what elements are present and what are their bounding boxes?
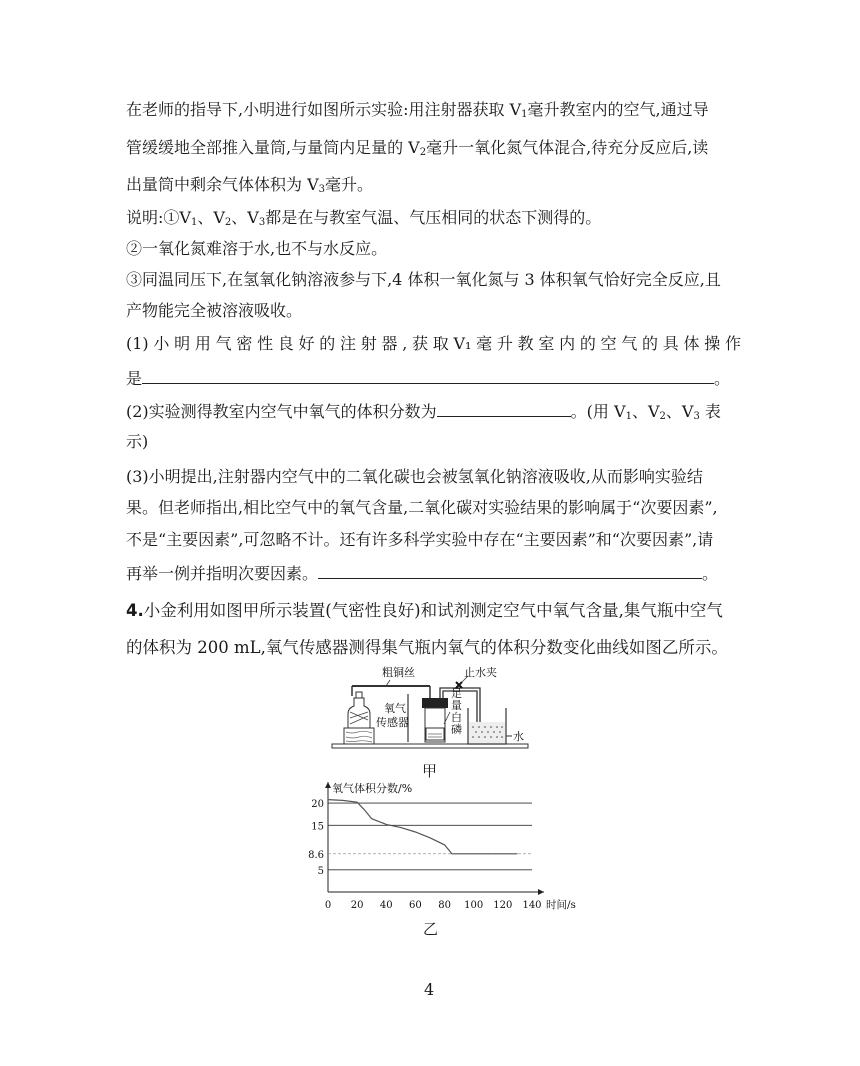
y-axis-label: 氧气体积分数/%: [332, 782, 413, 795]
question1-answer-blank[interactable]: [142, 367, 714, 384]
oxygen-curve: [328, 800, 517, 854]
x-tick-label: 60: [409, 900, 422, 911]
question1-char: 内: [559, 334, 576, 353]
question1-char: 空: [600, 334, 617, 353]
problem3-intro-line1: 在老师的指导下,小明进行如图所示实验:用注射器获取 $V_1$毫升教室内的空气,通过导: [126, 100, 709, 120]
x-tick-label: 140: [522, 900, 542, 911]
oxygen-fraction-chart: [296, 780, 576, 915]
x-tick-label: 80: [438, 900, 451, 911]
question1-char: 气: [215, 334, 232, 353]
label-phosphorus-4: 磷: [451, 723, 462, 736]
question1-char: V₁: [453, 334, 472, 353]
question3-line2: 果。但老师指出,相比空气中的氧气含量,二氧化碳对实验结果的影响属于“次要因素”,: [126, 498, 718, 517]
question1-char: 教: [517, 334, 534, 353]
question2-line2: 示): [126, 432, 149, 451]
question1-char: 的: [319, 334, 336, 353]
problem3-intro-line3: 出量筒中剩余气体体积为 $V_3$毫升。: [126, 175, 374, 195]
apparatus-figure: [330, 664, 530, 758]
problem3-note1: 说明$:①V_1$、$V_2$、$V_3$都是在与教室气温、气压相同的状态下测得的。: [126, 208, 602, 228]
question3-answer-blank[interactable]: [318, 562, 702, 579]
y-tick-label: 15: [311, 821, 324, 833]
problem3-note2: ②一氧化氮难溶于水,也不与水反应。: [126, 239, 388, 258]
question1-char: 的: [579, 334, 596, 353]
question1-char: 获: [412, 334, 429, 353]
question1-char: 升: [496, 334, 513, 353]
figure-jia-caption: 甲: [422, 762, 438, 780]
question1-char: 的: [642, 334, 659, 353]
label-copper-wire: 粗铜丝: [382, 666, 415, 679]
question1-char: 室: [538, 334, 555, 353]
y-tick-label: 8.6: [308, 849, 324, 861]
problem4-line2: 的体积为 200 mL,氧气传感器测得集气瓶内氧气的体积分数变化曲线如图乙所示。: [126, 638, 728, 657]
label-phosphorus-2: 量: [451, 699, 462, 712]
problem4-number: 4.: [126, 601, 144, 620]
question1-char: 用: [194, 334, 211, 353]
problem3-note3-line1: ③同温同压下,在氢氧化钠溶液参与下,4 体积一氧化氮与 3 体积氧气恰好完全反应,且: [126, 270, 721, 289]
x-tick-label: 120: [493, 900, 513, 911]
question3-line4: 再举一例并指明次要因素。 。: [126, 564, 719, 583]
question1-char: ,: [402, 334, 408, 353]
x-axis-arrow: [538, 889, 544, 895]
label-water: 水: [513, 730, 524, 743]
question1-char: 作: [724, 334, 741, 353]
question1-char: 好: [298, 334, 315, 353]
question1-char: 体: [683, 334, 700, 353]
x-tick-label: 40: [379, 900, 393, 911]
question2-line1: (2)实验测得教室内空气中氧气的体积分数为 。(用 $V_1$、$V_2$、$V_3$ 表: [126, 402, 721, 422]
question1-char: 注: [340, 334, 357, 353]
y-tick-label: 20: [311, 799, 324, 811]
problem3-note3-line2: 产物能完全被溶液吸收。: [126, 301, 303, 320]
question1-char: 操: [704, 334, 721, 353]
question3-line3: 不是“主要因素”,可忽略不计。还有许多科学实验中存在“主要因素”和“次要因素”,请: [126, 530, 714, 549]
x-tick-label: 100: [464, 900, 484, 911]
y-tick-label: 5: [317, 865, 324, 877]
question1-char: 小: [153, 334, 170, 353]
label-sensor-line1: 氧气: [384, 702, 406, 715]
question1-char: 射: [360, 334, 377, 353]
figure-yi-caption: 乙: [423, 920, 439, 938]
question1-char: 器: [381, 334, 398, 353]
x-axis-label: 时间/s: [546, 899, 576, 911]
page-number: 4: [424, 980, 435, 999]
question1-char: 取: [432, 334, 449, 353]
label-phosphorus-1: 足: [451, 687, 462, 700]
label-water-clamp: 止水夹: [464, 666, 497, 679]
label-phosphorus-3: 白: [451, 711, 462, 724]
question1-char: (1): [126, 334, 149, 353]
question1-char: 明: [174, 334, 191, 353]
x-tick-label: 20: [350, 900, 364, 911]
y-axis-arrow: [325, 782, 331, 788]
x-tick-label: 0: [324, 900, 332, 911]
question1-line1: [126, 334, 741, 354]
question1-char: 毫: [476, 334, 493, 353]
question3-line1: (3)小明提出,注射器内空气中的二氧化碳也会被氢氧化钠溶液吸收,从而影响实验结: [126, 467, 703, 486]
question1-line2: 是 。: [126, 369, 731, 388]
question1-char: 具: [662, 334, 679, 353]
question2-answer-blank[interactable]: [437, 400, 571, 417]
problem4-line1: 4.小金利用如图甲所示装置(气密性良好)和试剂测定空气中氧气含量,集气瓶中空气: [126, 601, 723, 620]
question1-char: 良: [277, 334, 294, 353]
question1-char: 密: [236, 334, 253, 353]
label-sensor-line2: 传感器: [376, 716, 409, 729]
question1-char: 性: [257, 334, 274, 353]
question1-char: 气: [621, 334, 638, 353]
problem3-intro-line2: 管缓缓地全部推入量筒,与量筒内足量的 $V_2$毫升一氧化氮气体混合,待充分反应后,读: [126, 138, 709, 158]
